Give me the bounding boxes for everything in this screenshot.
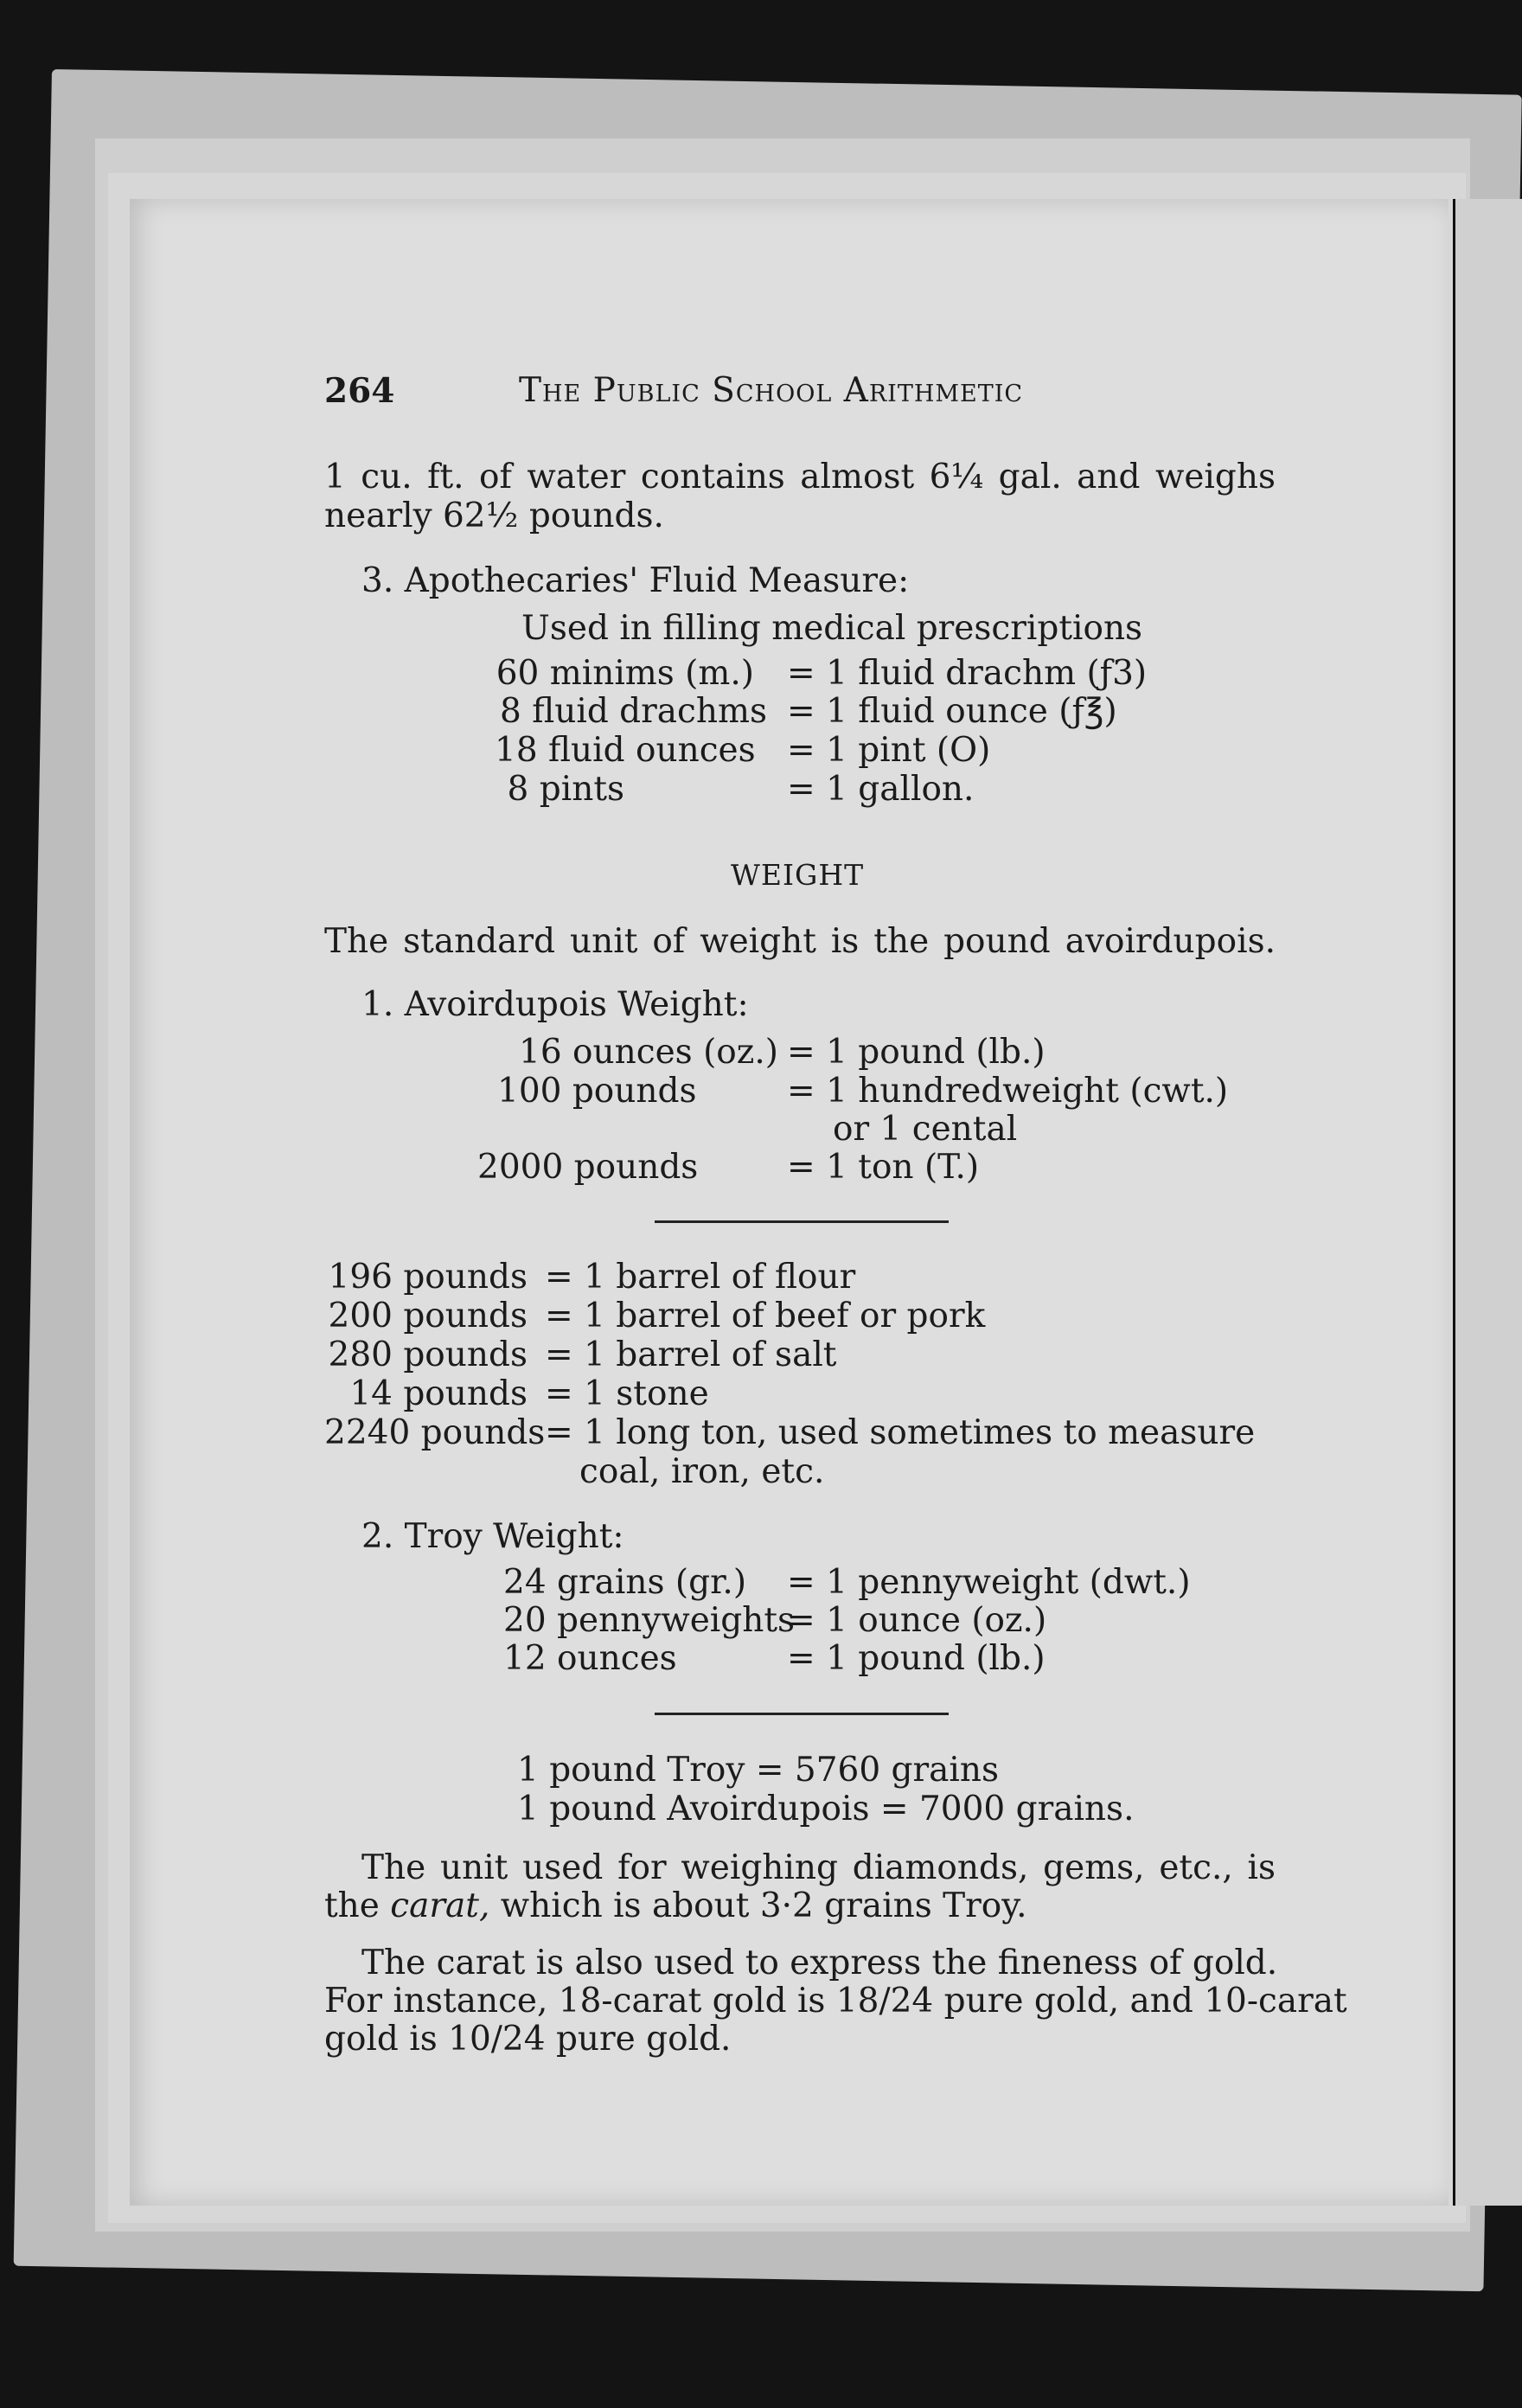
table-cell-right: = 1 hundredweight (cwt.) <box>787 1072 1229 1111</box>
divider <box>655 1220 949 1223</box>
running-head: The Public School Arithmetic <box>519 371 1024 410</box>
table-cell-right: coal, iron, etc. <box>579 1452 825 1491</box>
intro-line: 1 cu. ft. of water contains almost 6¼ gal. and weighs <box>324 458 1276 496</box>
table-cell-left: 2000 pounds <box>477 1148 699 1187</box>
table-cell-right: or 1 cental <box>833 1110 1018 1149</box>
table-cell-right: = 1 fluid drachm (ƒ3) <box>787 654 1148 693</box>
table-cell-right: = 1 ounce (oz.) <box>787 1601 1047 1640</box>
table-cell-left: 14 pounds <box>349 1374 528 1413</box>
table-cell-left: 24 grains (gr.) <box>503 1563 747 1602</box>
table-cell-left: 8 fluid drachms <box>500 692 767 731</box>
table-cell-right: = 1 long ton, used sometimes to measure <box>545 1413 1256 1452</box>
facing-page-edge <box>1453 199 1522 2206</box>
table-cell-right: = 1 pound (lb.) <box>787 1033 1046 1072</box>
table-cell-left: 280 pounds <box>328 1335 528 1374</box>
table-cell-right: = 1 barrel of salt <box>545 1335 837 1374</box>
table-cell-left: 196 pounds <box>328 1258 528 1297</box>
table-cell-left: 20 pennyweights <box>503 1601 796 1640</box>
apothecaries-note: Used in filling medical prescriptions <box>521 609 1143 648</box>
grains-line: 1 pound Avoirdupois = 7000 grains. <box>517 1790 1135 1828</box>
carat-paragraph-line: gold is 10/24 pure gold. <box>324 2020 732 2059</box>
table-cell-right: = 1 pennyweight (dwt.) <box>787 1563 1191 1602</box>
table-cell-left: 8 pints <box>507 770 624 809</box>
table-cell-left: 12 ounces <box>503 1639 677 1678</box>
page-number: 264 <box>324 371 395 411</box>
carat-paragraph-line: The unit used for weighing diamonds, gems, etc., is <box>361 1848 1276 1887</box>
table-cell-right: = 1 fluid ounce (ƒ℥) <box>787 692 1117 731</box>
table-cell-left: 100 pounds <box>497 1072 697 1111</box>
table-cell-right: = 1 barrel of flour <box>545 1258 856 1297</box>
table-cell-left: 16 ounces (oz.) <box>519 1033 778 1072</box>
italic-term: carat, <box>390 1886 490 1925</box>
table-cell-right: = 1 pint (O) <box>787 731 991 770</box>
avoirdupois-heading: 1. Avoirdupois Weight: <box>361 985 749 1024</box>
section-title: WEIGHT <box>731 858 865 892</box>
table-cell-right: = 1 gallon. <box>787 770 975 809</box>
intro-line: nearly 62½ pounds. <box>324 496 664 535</box>
carat-paragraph-line: The carat is also used to express the fineness of gold. <box>361 1944 1278 1982</box>
table-cell-left: 18 fluid ounces <box>495 731 756 770</box>
grains-line: 1 pound Troy = 5760 grains <box>517 1751 1000 1790</box>
text-span: the <box>324 1886 380 1925</box>
carat-paragraph-line <box>324 1887 1027 1925</box>
table-cell-left: 2240 pounds <box>324 1413 546 1452</box>
table-cell-right: = 1 barrel of beef or pork <box>545 1297 986 1335</box>
apothecaries-heading: 3. Apothecaries' Fluid Measure: <box>361 561 910 600</box>
divider <box>655 1713 949 1715</box>
carat-paragraph-line: For instance, 18-carat gold is 18/24 pure gold, and 10-carat <box>324 1982 1347 2021</box>
table-cell-right: = 1 pound (lb.) <box>787 1639 1046 1678</box>
table-cell-right: = 1 stone <box>545 1374 709 1413</box>
troy-heading: 2. Troy Weight: <box>361 1517 624 1556</box>
table-cell-left: 60 minims (m.) <box>496 654 754 693</box>
text-span: which is about 3·2 grains Troy. <box>500 1886 1027 1925</box>
table-cell-right: = 1 ton (T.) <box>787 1148 980 1187</box>
table-cell-left: 200 pounds <box>328 1297 528 1335</box>
weight-statement: The standard unit of weight is the pound avoirdupois. <box>324 922 1276 961</box>
